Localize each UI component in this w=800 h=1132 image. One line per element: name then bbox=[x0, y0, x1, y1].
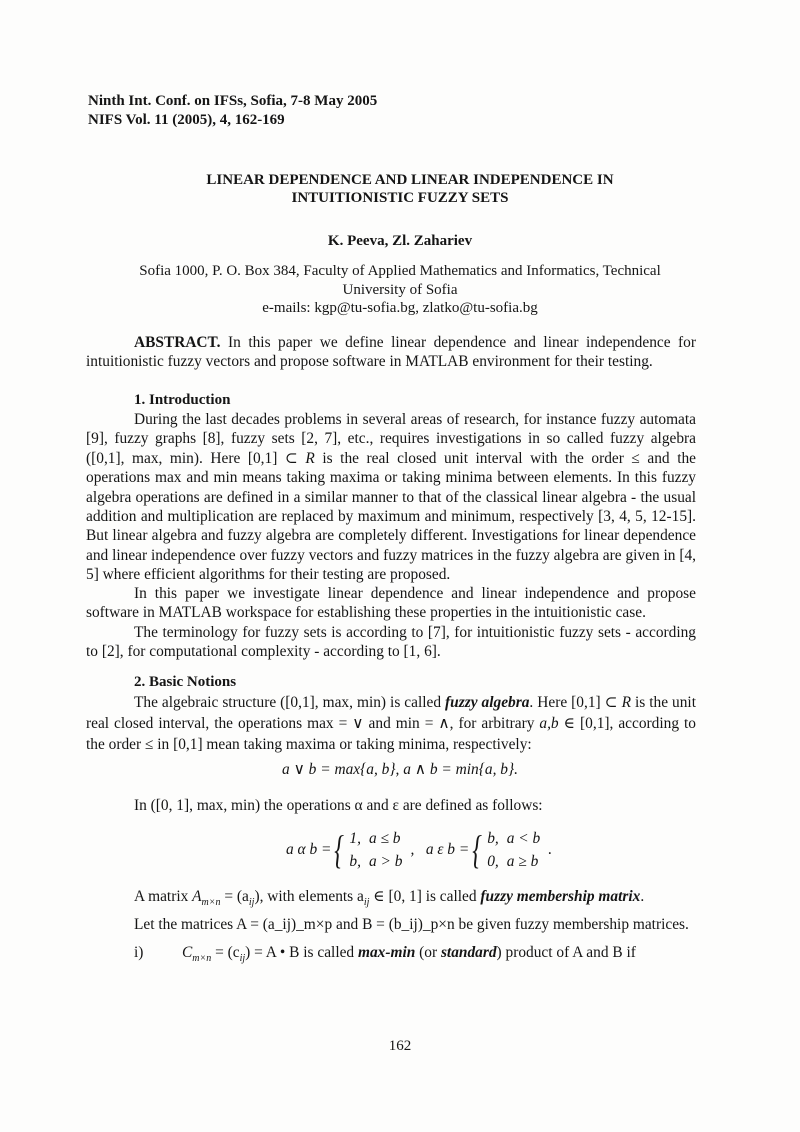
affiliation-line2: University of Sofia bbox=[342, 282, 458, 298]
eps-case1-cond: a < b bbox=[506, 830, 541, 847]
page-number: 162 bbox=[388, 1038, 412, 1054]
matrix-text-e: . bbox=[640, 888, 645, 905]
term-fuzzy-algebra: fuzzy algebra bbox=[445, 694, 530, 711]
matrix-definition bbox=[134, 887, 644, 912]
matrix-text-a: A matrix bbox=[134, 888, 193, 905]
bn-text-d: ∈ [0,1], according to the order ≤ in [0,1] mean taking maxima or taking minima, respectively: bbox=[86, 715, 696, 753]
bn-text-a: The algebraic structure ([0,1], max, min) is called bbox=[134, 694, 446, 711]
epsilon-lhs: a ε b = bbox=[425, 841, 470, 858]
matrix-ij: ij bbox=[248, 897, 255, 909]
matrix-text-d: ∈ [0, 1] is called bbox=[369, 888, 481, 905]
matrix-text-c: ), with elements a bbox=[254, 888, 364, 905]
alpha-cases bbox=[347, 826, 410, 874]
affiliation-line1: Sofia 1000, P. O. Box 384, Faculty of Applied Mathematics and Informatics, Technical bbox=[139, 263, 661, 279]
item-subscript: m×n bbox=[192, 953, 212, 965]
equation-alpha-epsilon: a α b ={ 1, a ≤ b b, a > b, a ε b ={ b, a < b 0, a ≥ b. bbox=[286, 827, 553, 872]
term-max-min: max-min bbox=[357, 944, 416, 961]
alpha-lhs: a α b = bbox=[286, 841, 332, 858]
item-C: C bbox=[182, 944, 193, 961]
alpha-case2-cond: a > b bbox=[368, 853, 403, 870]
journal-line: NIFS Vol. 11 (2005), 4, 162-169 bbox=[88, 112, 285, 128]
brace-icon: { bbox=[472, 827, 483, 872]
brace-icon: { bbox=[334, 827, 345, 872]
operations-intro: In ([0, 1], max, min) the operations α and ε are defined as follows: bbox=[134, 797, 543, 814]
section-heading-introduction: 1. Introduction bbox=[134, 392, 231, 408]
eps-case2-value: 0, bbox=[487, 853, 499, 870]
bn-text-b: . Here [0,1] ⊂ bbox=[529, 694, 622, 711]
term-fuzzy-membership-matrix: fuzzy membership matrix bbox=[480, 888, 641, 905]
intro-paragraph-2: In this paper we investigate linear dependence and linear independence and propose software in MATLAB workspace for establishing these properties in the intuitionistic case. bbox=[86, 585, 696, 622]
term-standard: standard bbox=[440, 944, 497, 961]
item-i-text bbox=[182, 943, 636, 968]
authors: K. Peeva, Zl. Zahariev bbox=[327, 233, 473, 249]
abstract-text: In this paper we define linear dependence and linear independence for intuitionistic fuzzy vectors and propose software in MATLAB environment for their testing. bbox=[86, 334, 696, 371]
epsilon-cases bbox=[485, 826, 548, 874]
bn-R: R bbox=[621, 694, 631, 711]
matrix-symbol: A bbox=[192, 888, 202, 905]
item-text-e: ) product of A and B if bbox=[496, 944, 636, 961]
conference-line: Ninth Int. Conf. on IFSs, Sofia, 7-8 May 2005 bbox=[88, 93, 378, 109]
bn-ab: a,b bbox=[539, 715, 559, 732]
alpha-case2-value: b, bbox=[349, 853, 361, 870]
alpha-case1-cond: a ≤ b bbox=[368, 830, 401, 847]
item-text-d: (or bbox=[415, 944, 441, 961]
equation-max-min: a ∨ b = max{a, b}, a ∧ b = min{a, b}. bbox=[282, 761, 518, 778]
paper-title-line1: LINEAR DEPENDENCE AND LINEAR INDEPENDENCE IN bbox=[206, 172, 614, 188]
abstract bbox=[86, 333, 696, 372]
section-heading-basic-notions: 2. Basic Notions bbox=[134, 674, 237, 690]
intro-paragraph-3: The terminology for fuzzy sets is according to [7], for intuitionistic fuzzy sets - according to [2], for computational complexity - according to [1, 6]. bbox=[86, 624, 696, 661]
eps-case2-cond: a ≥ b bbox=[506, 853, 539, 870]
let-matrices-line: Let the matrices A = (a_ij)_m×p and B = (b_ij)_p×n be given fuzzy membership matrices. bbox=[134, 916, 689, 933]
abstract-label: ABSTRACT. bbox=[134, 334, 221, 351]
item-ij: ij bbox=[239, 953, 246, 965]
item-text-c: ) = A • B is called bbox=[245, 944, 358, 961]
bn-text-c: is the unit real closed interval, the operations max = ∨ and min = ∧, for arbitrary bbox=[86, 694, 696, 732]
eps-case1-value: b, bbox=[487, 830, 499, 847]
intro-p1-text-a: During the last decades problems in several areas of research, for instance fuzzy automata [9], fuzzy graphs [8], fuzzy sets [2, 7], etc., requires investigations in so called fuzzy algebra ([0,1], max, min). Here [0,1] ⊂ bbox=[86, 411, 696, 467]
alpha-case1-value: 1, bbox=[349, 830, 361, 847]
paper-title-line2: INTUITIONISTIC FUZZY SETS bbox=[291, 190, 509, 206]
intro-p1-R: R bbox=[305, 449, 315, 467]
matrix-subscript: m×n bbox=[201, 897, 221, 909]
intro-p1-text-b: is the real closed unit interval with the order ≤ and the operations max and min means taking maxima or taking minima between elements. In this fuzzy algebra operations are defined in a similar manner to that of the classical linear algebra - the usual addition and multiplication are replaced by maximum and minimum, respectively [3, 4, 5, 12-15]. But linear algebra and fuzzy algebra are completely different. Investigations for linear dependence and linear independence over fuzzy vectors and fuzzy matrices in the fuzzy algebra are given in [4, 5] where efficient algorithms for their testing are proposed. bbox=[86, 449, 696, 584]
matrix-text-b: = (a bbox=[220, 888, 249, 905]
basic-notions-paragraph bbox=[86, 692, 696, 755]
emails: e-mails: kgp@tu-sofia.bg, zlatko@tu-sofia.bg bbox=[262, 300, 538, 316]
item-i-label: i) bbox=[134, 944, 144, 961]
matrix-ij-2: ij bbox=[363, 897, 370, 909]
intro-paragraph-1 bbox=[86, 410, 696, 585]
item-text-b: = (c bbox=[211, 944, 240, 961]
